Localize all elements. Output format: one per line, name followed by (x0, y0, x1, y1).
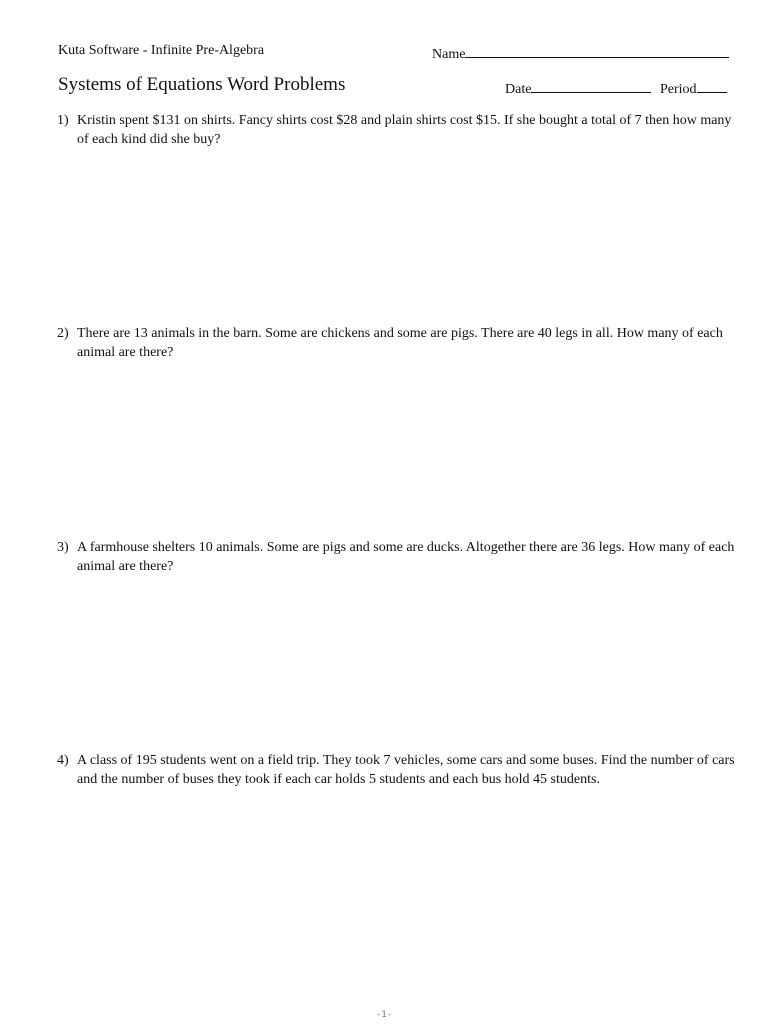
name-field (432, 43, 729, 63)
date-label: Date (505, 82, 532, 97)
worksheet-title: Systems of Equations Word Problems (58, 74, 346, 95)
problem-3 (57, 538, 737, 576)
problem-text: There are 13 animals in the barn. Some are chickens and some are pigs. There are 40 legs in all. How many of each animal are there? (77, 326, 723, 360)
period-label: Period (660, 82, 697, 97)
period-blank-line (697, 78, 727, 93)
name-blank-line (465, 43, 729, 58)
problem-2 (57, 324, 737, 362)
problem-4 (57, 751, 737, 789)
problem-number: 2) (57, 326, 69, 341)
name-label: Name (432, 47, 466, 62)
problem-text: Kristin spent $131 on shirts. Fancy shirts cost $28 and plain shirts cost $15. If she bought a total of 7 then how many of each kind did she buy? (77, 113, 732, 147)
problem-text: A class of 195 students went on a field trip. They took 7 vehicles, some cars and some buses. Find the number of cars and the number of buses they took if each car holds 5 students and each bus hold 45 students. (77, 753, 735, 787)
problem-number: 4) (57, 753, 69, 768)
date-field (505, 78, 651, 98)
date-blank-line (531, 78, 651, 93)
problem-text: A farmhouse shelters 10 animals. Some are pigs and some are ducks. Altogether there are 36 legs. How many of each animal are there? (77, 540, 735, 574)
problem-number: 1) (57, 113, 69, 128)
worksheet-source: Kuta Software - Infinite Pre-Algebra (58, 43, 265, 58)
problem-1 (57, 111, 737, 149)
page-number: -1- (375, 1010, 393, 1020)
period-field (660, 78, 727, 98)
problem-number: 3) (57, 540, 69, 555)
